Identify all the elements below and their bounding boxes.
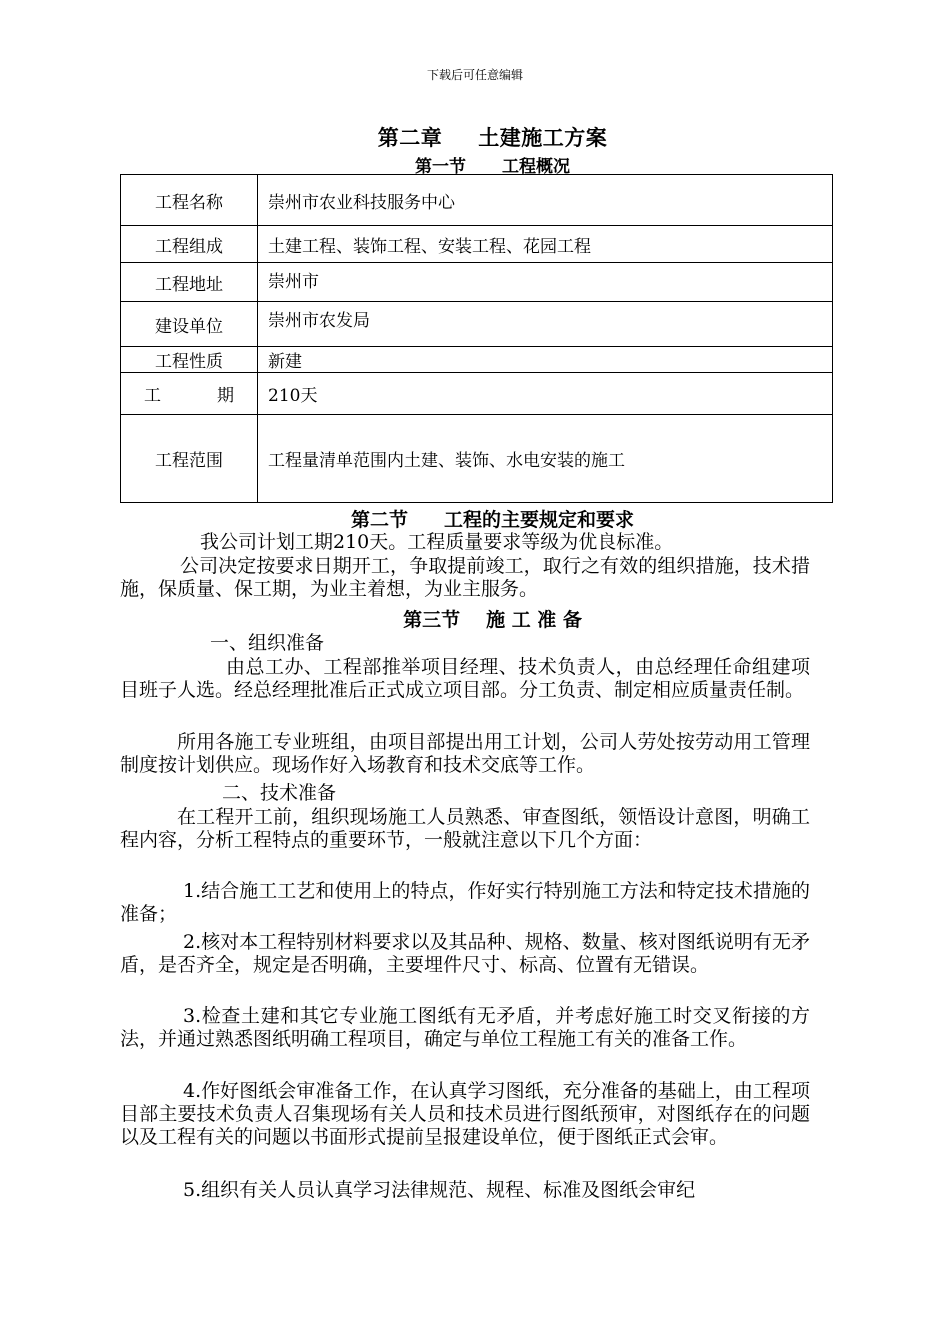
technical-item-5: 5.组织有关人员认真学习法律规范、规程、标准及图纸会审纪: [183, 1179, 696, 1201]
table-label: [121, 373, 258, 415]
table-row-address: [121, 263, 833, 302]
section3-title: [0, 605, 950, 632]
subheading-organization: 一、组织准备: [210, 632, 325, 654]
technical-intro: 在工程开工前，组织现场施工人员熟悉、审查图纸，领悟设计意图，明确工程内容，分析工程特点的重要环节，一般就注意以下几个方面：: [120, 806, 810, 851]
section1-title-text: 工程概况: [502, 157, 570, 177]
header-note: 下载后可任意编辑: [426, 68, 523, 82]
table-row-client: [121, 302, 833, 347]
table-value: 土建工程、装饰工程、安装工程、花园工程: [258, 226, 833, 263]
project-overview-table: [120, 174, 833, 503]
chapter-number: 第二章: [377, 125, 443, 150]
technical-item-1: 1.结合施工工艺和使用上的特点，作好实行特别施工方法和特定技术措施的准备；: [120, 880, 810, 925]
section1-number: 第一节: [415, 157, 466, 177]
table-label: 工程名称: [121, 175, 258, 226]
table-label: 工程性质: [121, 347, 258, 373]
section2-number: 第二节: [350, 509, 408, 531]
table-value: 崇州市: [258, 263, 833, 302]
technical-item-3: 3.检查土建和其它专业施工图纸有无矛盾，并考虑好施工时交叉衔接的方法，并通过熟悉图纸明确工程项目，确定与单位工程施工有关的准备工作。: [120, 1005, 810, 1050]
table-row-nature: [121, 347, 833, 373]
table-label: 工程范围: [121, 415, 258, 503]
table-value: 崇州市农发局: [258, 302, 833, 347]
technical-item-2: 2.核对本工程特别材料要求以及其品种、规格、数量、核对图纸说明有无矛盾，是否齐全，规定是否明确，主要埋件尺寸、标高、位置有无错误。: [120, 931, 810, 976]
section3-title-text: 施 工 准 备: [486, 609, 582, 631]
organization-paragraph: 所用各施工专业班组，由项目部提出用工计划，公司人劳处按劳动用工管理制度按计划供应。现场作好入场教育和技术交底等工作。: [120, 731, 810, 776]
table-row-composition: [121, 226, 833, 263]
table-label: 工程组成: [121, 226, 258, 263]
table-label: 建设单位: [121, 302, 258, 347]
table-value: 新建: [258, 347, 833, 373]
organization-paragraph: 由总工办、工程部推举项目经理、技术负责人，由总经理任命组建项目班子人选。经总经理批准后正式成立项目部。分工负责、制定相应质量责任制。: [120, 656, 810, 701]
subheading-technical: 二、技术准备: [222, 782, 337, 804]
section2-paragraph: 我公司计划工期210天。工程质量要求等级为优良标准。: [200, 531, 674, 553]
chapter-title-text: 土建施工方案: [478, 125, 608, 150]
section2-paragraph: 公司决定按要求日期开工，争取提前竣工，取行之有效的组织措施，技术措施，保质量、保工期，为业主着想，为业主服务。: [120, 555, 810, 600]
table-value: 工程量清单范围内土建、装饰、水电安装的施工: [258, 415, 833, 503]
table-row-project-name: [121, 175, 833, 226]
section3-number: 第三节: [403, 609, 461, 631]
table-value: 崇州市农业科技服务中心: [258, 175, 833, 226]
duration-label: 工 期: [144, 386, 234, 406]
section2-title-text: 工程的主要规定和要求: [444, 509, 635, 531]
table-row-duration: [121, 373, 833, 415]
section2-title: [0, 505, 950, 532]
table-value: 210天: [258, 373, 833, 415]
chapter-title: [0, 122, 950, 152]
technical-item-4: 4.作好图纸会审准备工作，在认真学习图纸，充分准备的基础上，由工程项目部主要技术负责人召集现场有关人员和技术员进行图纸预审，对图纸存在的问题以及工程有关的问题以书面形式提前呈报建设单位，便于图纸正式会审。: [120, 1080, 810, 1148]
table-row-scope: [121, 415, 833, 503]
table-label: 工程地址: [121, 263, 258, 302]
